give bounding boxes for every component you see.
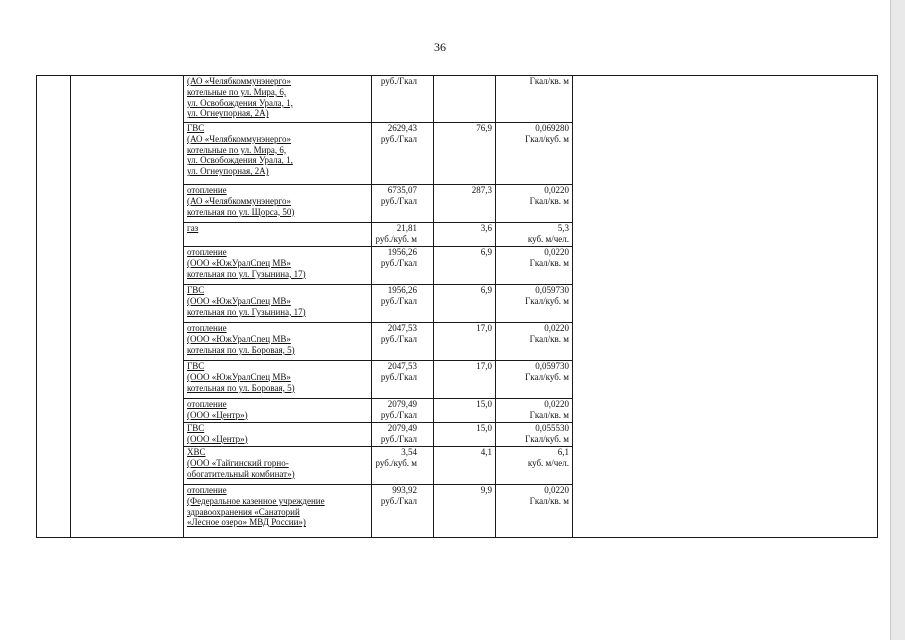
- service-line: (Федеральное казенное учреждение: [187, 495, 325, 506]
- tariff-unit: руб./Гкал: [380, 257, 417, 268]
- tariff-cell: [372, 223, 434, 247]
- tariff-table: [36, 75, 878, 538]
- tariff-unit: руб./Гкал: [380, 295, 417, 306]
- service-line: котельная по ул. Боровая, 5): [187, 382, 295, 393]
- tariff-value: 2079,49: [387, 399, 417, 409]
- norm-cell: [496, 485, 573, 538]
- norm-value: 5,3: [557, 223, 569, 233]
- tariff-cell: [372, 447, 434, 485]
- volume-cell: [434, 123, 496, 185]
- tariff-unit: руб./Гкал: [380, 333, 417, 344]
- service-cell: [184, 223, 372, 247]
- service-line: (ООО «Центр»): [187, 433, 248, 444]
- service-line: (ООО «ЮжУралСпец МВ»: [187, 295, 291, 306]
- service-line: газ: [187, 223, 199, 233]
- norm-cell: [496, 447, 573, 485]
- service-line: (АО «Челябкоммунэнерго»: [187, 76, 291, 86]
- service-cell: [184, 361, 372, 399]
- notes-cell: [573, 76, 878, 538]
- norm-cell: [496, 76, 573, 123]
- norm-value: 0,0220: [544, 185, 569, 195]
- service-line: отопление: [187, 399, 227, 409]
- volume-value: 6,9: [480, 285, 492, 295]
- index-cell: [71, 76, 184, 538]
- norm-value: 0,069280: [535, 123, 569, 133]
- norm-unit: куб. м/чел.: [527, 457, 569, 468]
- tariff-value: 1956,26: [387, 285, 417, 295]
- service-cell: [184, 285, 372, 323]
- norm-cell: [496, 323, 573, 361]
- norm-cell: [496, 247, 573, 285]
- service-line: «Лесное озеро» МВД России»): [187, 517, 306, 528]
- tariff-value: 2629,43: [387, 123, 417, 133]
- volume-value: 17,0: [476, 361, 492, 371]
- service-line: котельные по ул. Мира, 6,: [187, 144, 287, 155]
- service-line: ГВС: [187, 285, 205, 295]
- tariff-cell: [372, 423, 434, 447]
- service-cell: [184, 247, 372, 285]
- volume-cell: [434, 185, 496, 223]
- tariff-cell: [372, 485, 434, 538]
- volume-cell: [434, 285, 496, 323]
- tariff-unit: руб./Гкал: [380, 495, 417, 506]
- norm-unit: Гкал/куб. м: [525, 433, 569, 444]
- volume-value: 4,1: [480, 447, 492, 457]
- service-line: (АО «Челябкоммунэнерго»: [187, 133, 291, 144]
- service-line: котельные по ул. Мира, 6,: [187, 86, 287, 97]
- norm-unit: Гкал/кв. м: [529, 495, 569, 506]
- norm-cell: [496, 223, 573, 247]
- service-line: котельная по ул. Гузынина, 17): [187, 268, 306, 279]
- norm-value: 0,0220: [544, 247, 569, 257]
- norm-value: 0,059730: [535, 361, 569, 371]
- norm-unit: Гкал/куб. м: [525, 371, 569, 382]
- service-cell: [184, 485, 372, 538]
- row-number-cell: [37, 76, 71, 538]
- tariff-unit: руб./Гкал: [380, 409, 417, 420]
- volume-value: 3,6: [480, 223, 492, 233]
- volume-cell: [434, 76, 496, 123]
- norm-value: 0,059730: [535, 285, 569, 295]
- service-cell: [184, 423, 372, 447]
- norm-cell: [496, 423, 573, 447]
- table-row: [37, 76, 878, 123]
- tariff-cell: [372, 247, 434, 285]
- volume-cell: [434, 485, 496, 538]
- volume-value: 17,0: [476, 323, 492, 333]
- service-line: отопление: [187, 485, 227, 495]
- service-cell: [184, 447, 372, 485]
- page-edge: [890, 0, 905, 640]
- service-line: ХВС: [187, 447, 206, 457]
- service-line: котельная по ул. Боровая, 5): [187, 344, 295, 355]
- service-line: ул. Огнеупорная, 2А): [187, 108, 269, 119]
- norm-unit: Гкал/кв. м: [529, 333, 569, 344]
- tariff-unit: руб./Гкал: [380, 76, 417, 86]
- norm-unit: Гкал/кв. м: [529, 409, 569, 420]
- tariff-unit: руб./Гкал: [380, 371, 417, 382]
- service-line: обогатительный комбинат»): [187, 468, 295, 479]
- norm-unit: Гкал/кв. м: [529, 257, 569, 268]
- service-line: отопление: [187, 247, 227, 257]
- service-line: ул. Освобождения Урала, 1,: [187, 97, 293, 108]
- page-number: 36: [434, 40, 446, 54]
- norm-unit: Гкал/куб. м: [525, 295, 569, 306]
- service-cell: [184, 323, 372, 361]
- volume-value: 15,0: [476, 399, 492, 409]
- volume-value: 6,9: [480, 247, 492, 257]
- norm-unit: Гкал/кв. м: [529, 195, 569, 206]
- service-line: (ООО «ЮжУралСпец МВ»: [187, 333, 291, 344]
- service-cell: [184, 76, 372, 123]
- volume-cell: [434, 423, 496, 447]
- volume-cell: [434, 399, 496, 423]
- volume-cell: [434, 447, 496, 485]
- service-line: ГВС: [187, 123, 205, 133]
- norm-value: 0,0220: [544, 485, 569, 495]
- tariff-cell: [372, 323, 434, 361]
- norm-value: 0,0220: [544, 399, 569, 409]
- service-line: отопление: [187, 185, 227, 195]
- service-line: ГВС: [187, 361, 205, 371]
- service-cell: [184, 123, 372, 185]
- volume-value: 76,9: [476, 123, 492, 133]
- volume-cell: [434, 361, 496, 399]
- norm-cell: [496, 361, 573, 399]
- tariff-unit: руб./Гкал: [380, 195, 417, 206]
- norm-cell: [496, 185, 573, 223]
- tariff-cell: [372, 185, 434, 223]
- volume-value: 9,9: [480, 485, 492, 495]
- tariff-value: 1956,26: [387, 247, 417, 257]
- norm-cell: [496, 285, 573, 323]
- norm-cell: [496, 399, 573, 423]
- tariff-value: 2047,53: [387, 361, 417, 371]
- norm-unit: Гкал/кв. м: [529, 76, 569, 86]
- service-line: (ООО «ЮжУралСпец МВ»: [187, 257, 291, 268]
- service-cell: [184, 185, 372, 223]
- service-line: (ООО «Тайгинский горно-: [187, 457, 289, 468]
- tariff-cell: [372, 399, 434, 423]
- tariff-cell: [372, 361, 434, 399]
- norm-value: 6,1: [557, 447, 569, 457]
- volume-cell: [434, 323, 496, 361]
- volume-cell: [434, 247, 496, 285]
- service-line: (ООО «ЮжУралСпец МВ»: [187, 371, 291, 382]
- norm-value: 0,0220: [544, 323, 569, 333]
- service-line: ул. Освобождения Урала, 1,: [187, 155, 293, 166]
- tariff-cell: [372, 123, 434, 185]
- tariff-value: 2047,53: [387, 323, 417, 333]
- service-line: котельная по ул. Щорса, 50): [187, 206, 295, 217]
- tariff-unit: руб./куб. м: [375, 233, 417, 244]
- volume-value: 287,3: [471, 185, 492, 195]
- volume-value: 15,0: [476, 423, 492, 433]
- tariff-value: 3,54: [401, 447, 417, 457]
- tariff-value: 993,92: [392, 485, 417, 495]
- norm-value: 0,055530: [535, 423, 569, 433]
- volume-cell: [434, 223, 496, 247]
- service-line: (ООО «Центр»): [187, 409, 248, 420]
- tariff-cell: [372, 76, 434, 123]
- service-line: котельная по ул. Гузынина, 17): [187, 306, 306, 317]
- service-cell: [184, 399, 372, 423]
- service-line: ул. Огнеупорная, 2А): [187, 166, 269, 177]
- tariff-unit: руб./куб. м: [375, 457, 417, 468]
- tariff-cell: [372, 285, 434, 323]
- service-line: ГВС: [187, 423, 205, 433]
- norm-unit: Гкал/куб. м: [525, 133, 569, 144]
- norm-unit: куб. м/чел.: [527, 233, 569, 244]
- tariff-value: 21,81: [396, 223, 417, 233]
- tariff-value: 2079,49: [387, 423, 417, 433]
- service-line: (АО «Челябкоммунэнерго»: [187, 195, 291, 206]
- tariff-unit: руб./Гкал: [380, 433, 417, 444]
- service-line: здравоохранения «Санаторий: [187, 506, 300, 517]
- tariff-unit: руб./Гкал: [380, 133, 417, 144]
- service-line: отопление: [187, 323, 227, 333]
- norm-cell: [496, 123, 573, 185]
- tariff-value: 6735,07: [387, 185, 417, 195]
